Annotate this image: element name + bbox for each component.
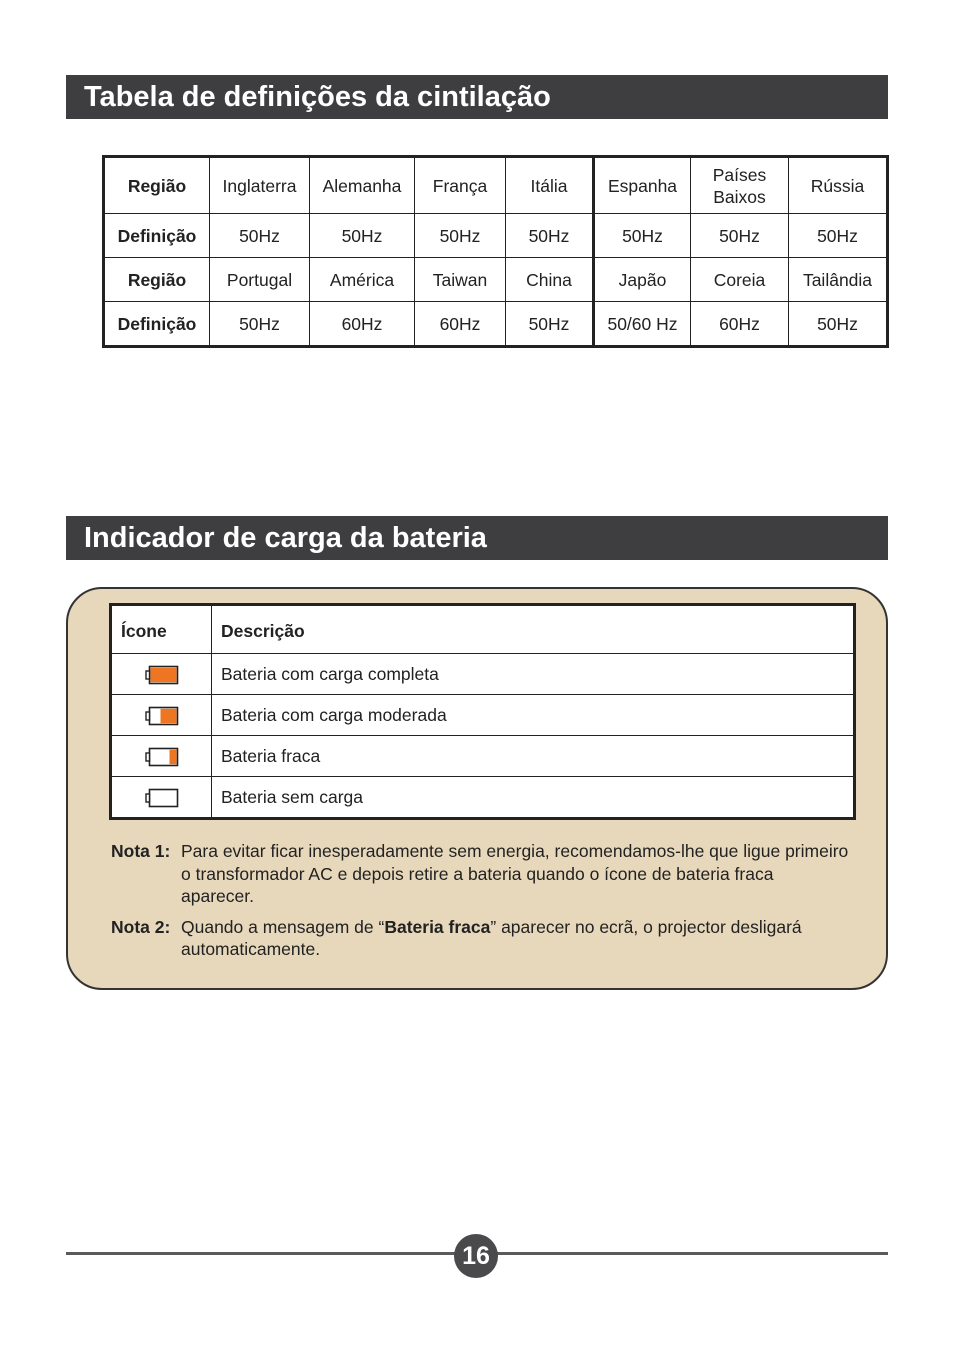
table-cell: 50/60 Hz: [594, 302, 691, 347]
table-cell: 50Hz: [506, 214, 594, 258]
table-cell: Coreia: [691, 258, 789, 302]
battery-row: [111, 736, 855, 777]
flicker-row: [104, 302, 888, 347]
row-label: Definição: [104, 302, 210, 347]
row-label: Região: [104, 157, 210, 214]
flicker-section-title: Tabela de definições da cintilação: [66, 75, 888, 119]
battery-indicator-table: [109, 603, 856, 820]
table-cell: 60Hz: [310, 302, 415, 347]
table-cell: 50Hz: [506, 302, 594, 347]
table-cell: Taiwan: [415, 258, 506, 302]
note-2: [111, 916, 851, 961]
battery-table-header: [111, 605, 855, 654]
table-cell: 60Hz: [415, 302, 506, 347]
note-1-label: Nota 1:: [111, 841, 171, 861]
flicker-row: [104, 258, 888, 302]
table-cell: Países Baixos: [691, 157, 789, 214]
table-cell: Rússia: [789, 157, 888, 214]
flicker-settings-table: [102, 155, 889, 348]
table-cell: China: [506, 258, 594, 302]
icon-cell: [111, 736, 212, 777]
table-cell: França: [415, 157, 506, 214]
battery-row: [111, 654, 855, 695]
note-1-text: Para evitar ficar inesperadamente sem energia, recomendamos-lhe que ligue primeiro o transformador AC e depois retire a bateria quando o ícone de bateria fraca aparecer.: [181, 841, 849, 906]
table-cell: 50Hz: [210, 214, 310, 258]
row-label: Definição: [104, 214, 210, 258]
table-cell: 50Hz: [789, 214, 888, 258]
table-cell: Inglaterra: [210, 157, 310, 214]
flicker-row: [104, 214, 888, 258]
row-label: Região: [104, 258, 210, 302]
table-cell: 50Hz: [789, 302, 888, 347]
table-cell: 50Hz: [594, 214, 691, 258]
battery-low-icon: [145, 747, 179, 767]
table-cell: 50Hz: [415, 214, 506, 258]
icon-cell: [111, 777, 212, 819]
battery-description: Bateria com carga completa: [212, 654, 855, 695]
note-2-bold: Bateria fraca: [384, 916, 491, 937]
table-cell: 50Hz: [691, 214, 789, 258]
icon-column-header: Ícone: [111, 605, 212, 654]
page-number: 16: [454, 1234, 498, 1278]
note-2-text-after: ” aparecer no ecrã, o projector desligará automaticamente.: [181, 916, 802, 959]
icon-cell: [111, 654, 212, 695]
note-1: [111, 840, 851, 908]
battery-full-icon: [145, 665, 179, 685]
icon-cell: [111, 695, 212, 736]
battery-empty-icon: [145, 788, 179, 808]
table-cell: 60Hz: [691, 302, 789, 347]
table-cell: Japão: [594, 258, 691, 302]
table-cell: Portugal: [210, 258, 310, 302]
flicker-row: [104, 157, 888, 214]
table-cell: Espanha: [594, 157, 691, 214]
battery-description: Bateria sem carga: [212, 777, 855, 819]
note-2-label: Nota 2:: [111, 916, 171, 937]
battery-description: Bateria fraca: [212, 736, 855, 777]
table-cell: Alemanha: [310, 157, 415, 214]
table-cell: Tailândia: [789, 258, 888, 302]
table-cell: Itália: [506, 157, 594, 214]
table-cell: América: [310, 258, 415, 302]
battery-notes: [111, 840, 851, 969]
battery-section-title: Indicador de carga da bateria: [66, 516, 888, 560]
table-cell: 50Hz: [210, 302, 310, 347]
note-2-text-before: Quando a mensagem de “: [181, 916, 385, 937]
table-cell: 50Hz: [310, 214, 415, 258]
battery-description: Bateria com carga moderada: [212, 695, 855, 736]
description-column-header: Descrição: [212, 605, 855, 654]
battery-row: [111, 695, 855, 736]
battery-moderate-icon: [145, 706, 179, 726]
battery-row: [111, 777, 855, 819]
